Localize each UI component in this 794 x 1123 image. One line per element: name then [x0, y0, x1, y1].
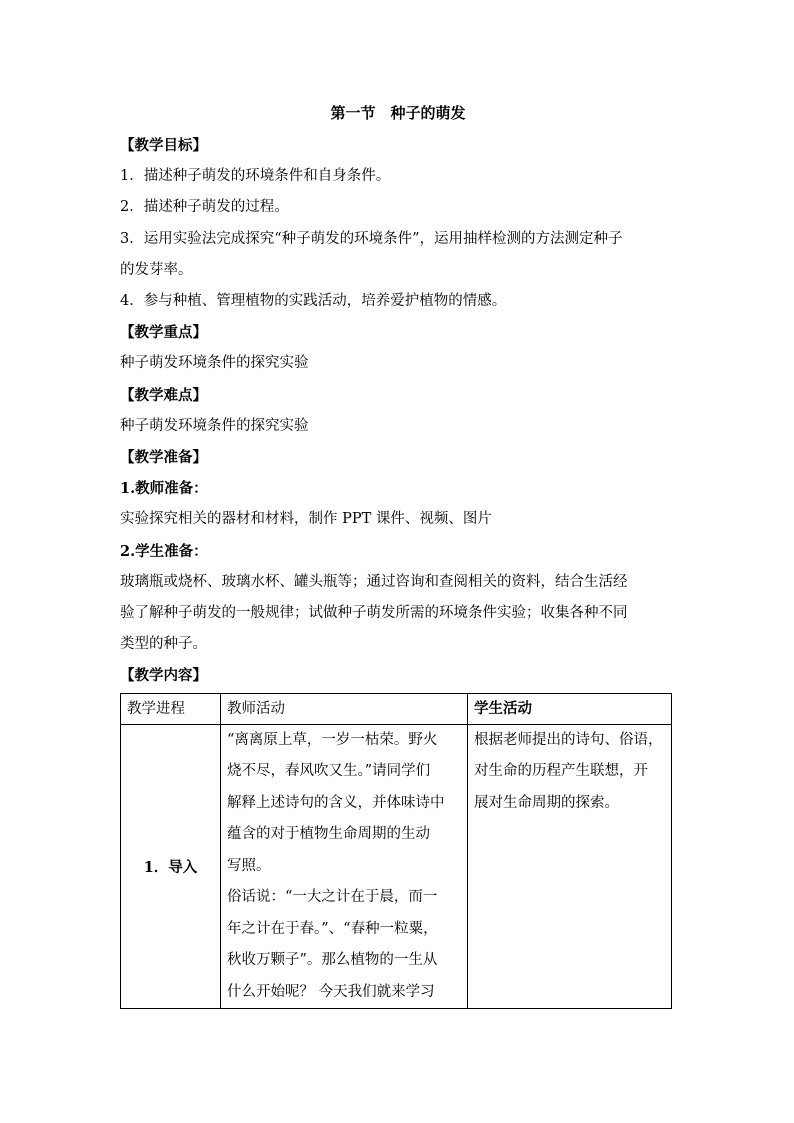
teacher-activity-line: 俗话说：“一大之计在于晨，而一 — [227, 889, 438, 906]
objective-item: 4．参与种植、管理植物的实践活动，培养爱护植物的情感。 — [120, 293, 507, 310]
teacher-activity-line: 蕴含的对于植物生命周期的生动 — [227, 826, 430, 843]
table-header-stage: 教学进程 — [121, 693, 221, 724]
lesson-table — [120, 693, 672, 1010]
student-activity-line: 根据老师提出的诗句、俗语， — [474, 731, 663, 748]
teacher-activity-line: 秋收万颗子”。那么植物的一生从 — [227, 952, 438, 969]
table-header-row — [121, 693, 672, 724]
teacher-activity-line: 年之计在于春。”、“春种一粒粟， — [227, 920, 438, 937]
student-preparation-line: 玻璃瓶或烧杯、玻璃水杯、罐头瓶等；通过咨询和查阅相关的资料，结合生活经 — [120, 573, 628, 590]
difficulties-text: 种子萌发环境条件的探究实验 — [120, 417, 309, 434]
student-activity-line: 对生命的历程产生联想，开 — [474, 763, 648, 780]
teacher-preparation-heading: 1.教师准备： — [120, 480, 208, 498]
key-points-text: 种子萌发环境条件的探究实验 — [120, 355, 309, 372]
document-content — [120, 100, 676, 1009]
stage-cell: 1．导入 — [121, 724, 221, 1009]
teacher-activity-line: 写照。 — [227, 857, 271, 874]
objective-item: 1．描述种子萌发的环境条件和自身条件。 — [120, 168, 391, 185]
objectives-heading: 【教学目标】 — [120, 137, 207, 154]
objective-item: 3．运用实验法完成探究“种子萌发的环境条件”，运用抽样检测的方法测定种子 — [120, 230, 623, 247]
key-points-heading: 【教学重点】 — [120, 324, 207, 342]
student-preparation-line: 验了解种子萌发的一般规律；试做种子萌发所需的环境条件实验；收集各种不同 — [120, 605, 628, 622]
table-row — [121, 724, 672, 1009]
student-preparation-line: 类型的种子。 — [120, 636, 207, 653]
teacher-activity-line: 烧不尽，春风吹又生。”请同学们 — [227, 763, 431, 780]
table-header-student: 学生活动 — [468, 693, 672, 724]
table-header-teacher: 教师活动 — [221, 693, 468, 724]
teacher-activity-line: “离离原上草，一岁一枯荣。野火 — [227, 731, 438, 748]
teacher-preparation-text: 实验探究相关的器材和材料，制作 PPT 课件、视频、图片 — [120, 511, 492, 528]
student-activity-line: 展对生命周期的探索。 — [474, 794, 619, 811]
objective-item: 的发芽率。 — [120, 261, 193, 278]
preparation-heading: 【教学准备】 — [120, 449, 207, 467]
teacher-activity-line: 解释上述诗句的含义，并体味诗中 — [227, 794, 445, 811]
page-title: 第一节 种子的萌发 — [330, 104, 466, 122]
difficulties-heading: 【教学难点】 — [120, 386, 207, 404]
content-heading: 【教学内容】 — [120, 667, 207, 685]
teacher-activity-line: 什么开始呢？ 今天我们就来学习 — [227, 983, 435, 1000]
objective-item: 2．描述种子萌发的过程。 — [120, 199, 289, 216]
student-preparation-heading: 2.学生准备： — [120, 542, 208, 560]
teacher-activity-cell — [221, 724, 468, 1009]
student-activity-cell — [468, 724, 672, 1009]
